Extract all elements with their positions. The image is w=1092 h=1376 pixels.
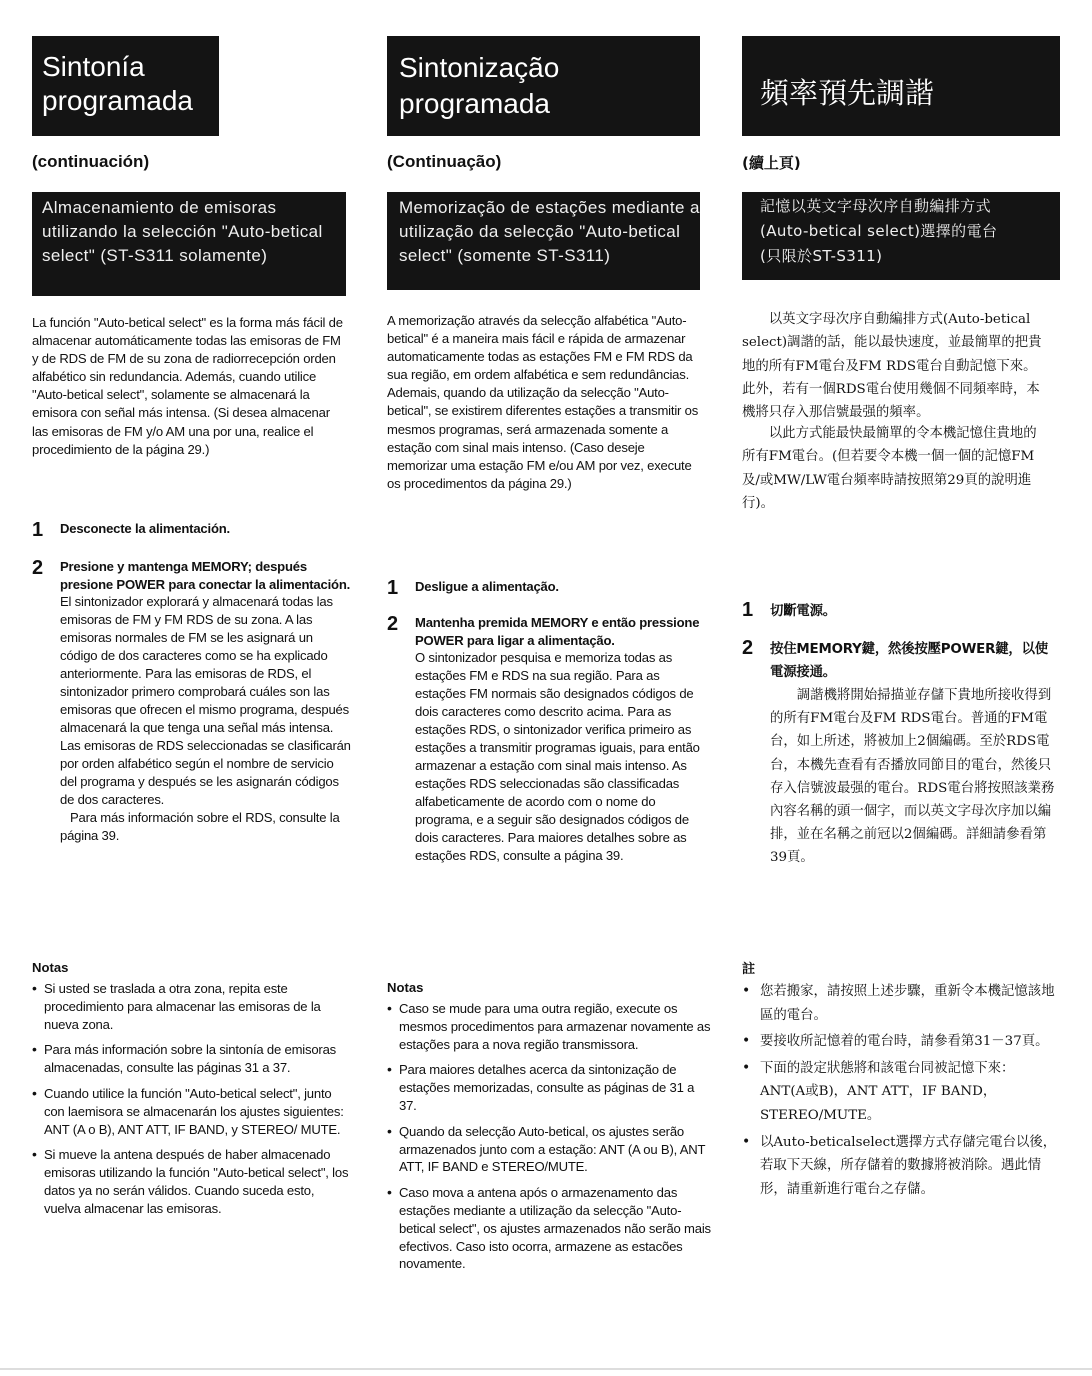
section-heading-pt: Memorização de estações mediante a utilização da selecção "Auto-betical select" (somente ST-S311) <box>387 192 700 290</box>
notes-heading-pt: Notas <box>387 980 424 995</box>
step-instruction: Presione y mantenga MEMORY; después presione POWER para conectar la alimentación. <box>60 559 351 592</box>
step-description: El sintonizador explorará y almacenará todas las emisoras de FM y FM RDS de su zona. A las emisoras normales de FM se les asignará un código de dos caracteres como se ha explicado anteriormente. Para las emisoras de RDS, el sintonizador primero comprobará cuáles son las emisoras que ofrecen el mismo programa, después almacenará la que tenga una señal más intensa. Las emisoras de RDS seleccionadas se clasificarán por orden alfabético según el nombre de servicio del programa y después se les asignarán códigos de dos caracteres. <box>60 594 351 808</box>
list-item: • Para más información sobre la sintonía de emisoras almacenadas, consulte las páginas 31 a 37. <box>32 1041 354 1077</box>
list-item: • Si mueve la antena después de haber almacenado emisoras utilizando la función "Auto-betical select", los datos ya no serán válidos. Cuando suceda esto, vuelva almacenar las emisoras. <box>32 1146 354 1217</box>
step-instruction: 切斷電源。 <box>770 604 836 619</box>
heading-line-3: (只限於ST-S311) <box>760 247 883 265</box>
step-number: 2 <box>387 613 399 635</box>
step-description: 調諧機將開始掃描並存儲下貴地所接收得到的所有FM電台及FM RDS電台。普通的FM電台，如上所述，將被加上2個編碼。至於RDS電台，本機先查看有否播放同節目的電台，然後只存入信號波最强的電台。RDS電台將按照該業務內容名稱的頭一個字，而以英文字母次序加以編排，並在名稱之前冠以2個編碼。詳細請參看第39頁。 <box>770 688 1055 866</box>
continuation-label-zh: (續上頁) <box>742 154 801 172</box>
step-description-rds: Para más información sobre el RDS, consulte la página 39. <box>60 810 340 844</box>
title-line-2: programada <box>42 85 193 116</box>
title-line-1: Sintonía <box>42 51 145 82</box>
notes-heading-zh: 註 <box>742 962 756 977</box>
list-item: • 要接收所記憶着的電台時，請參看第31－37頁。 <box>742 1030 1058 1054</box>
heading-line-2: (Auto-betical select)選擇的電台 <box>760 222 998 240</box>
step-number: 1 <box>32 519 44 541</box>
step-instruction: Desligue a alimentação. <box>415 579 559 594</box>
step-1-pt <box>387 578 712 598</box>
intro-paragraph-zh: 以英文字母次序自動編排方式(Auto-betical select)調諧的話，能以最快速度，並最簡單的把貴地的所有FM電台及FM RDS電台自動記憶下來。此外，若有一個RDS電台使用幾個不同頻率時，本機將只存入那信號最强的頻率。 <box>742 312 1042 421</box>
continuation-label-es: (continuación) <box>32 152 150 171</box>
notes-list-pt <box>387 1000 715 1281</box>
notes-heading-es: Notas <box>32 960 69 975</box>
heading-line-1: 記憶以英文字母次序自動編排方式 <box>760 197 992 215</box>
step-instruction: 按住MEMORY鍵，然後按壓POWER鍵，以使電源接通。 <box>770 642 1048 680</box>
list-item: • Quando da selecção Auto-betical, os ajustes serão armazenados junto com a estação: ANT (A ou B), ANT ATT, IF BAND e STEREO/MUTE. <box>387 1123 715 1176</box>
list-item: • Cuando utilice la función "Auto-betical select", junto con laemisora se almacenarán los ajustes siguientes: ANT (A o B), ANT ATT, IF BAND, y STEREO/ MUTE. <box>32 1085 354 1138</box>
list-item: • 下面的設定狀態將和該電台同被記憶下來：ANT(A或B)，ANT ATT，IF BAND，STEREO/MUTE。 <box>742 1057 1058 1128</box>
intro-paragraph-es: La función "Auto-betical select" es la forma más fácil de almacenar automáticamente todas las emisoras de FM y de RDS de FM de su zona de radiorrecepción orden alfabético sin redundancia. Además, cuando utilice "Auto-betical select", solamente se almacenará la emisora con señal más intensa. (Si desea almacenar las emisoras de FM y/o AM una por una, realice el procedimiento de la página 29.) <box>32 315 343 457</box>
section-heading-zh <box>742 192 1060 280</box>
step-number: 1 <box>387 577 399 599</box>
list-item: • 以Auto-beticalselect選擇方式存儲完電台以後，若取下天線，所存儲着的數據將被消除。遇此情形，請重新進行電台之存儲。 <box>742 1131 1058 1202</box>
step-instruction: Mantenha premida MEMORY e então pressione POWER para ligar a alimentação. <box>415 615 700 648</box>
step-number: 2 <box>742 637 754 659</box>
page-title-zh: 頻率預先調諧 <box>742 36 1060 136</box>
intro-paragraph-pt: A memorização através da selecção alfabética "Auto-betical" é a maneira mais fácil e rápida de armazenar automaticamente todas as estações FM e FM RDS da sua região, em ordem alfabética e sem redundâncias. Ademais, quando da utilização da selecção "Auto-betical", se existirem diferentes estações a transmitir os mesmos programas, será armazenada somente a estação com sinal mais intenso. (Caso deseje memorizar uma estação FM e/ou AM por vez, execute os procedimentos da página 29.) <box>387 313 699 491</box>
step-instruction: Desconecte la alimentación. <box>60 521 230 536</box>
step-number: 2 <box>32 557 44 579</box>
step-2-zh <box>742 638 1060 870</box>
intro-paragraph-2-zh: 以此方式能最快最簡單的令本機記憶住貴地的所有FM電台。(但若要令本機一個一個的記憶FM及/或MW/LW電台頻率時請按照第29頁的說明進行)。 <box>742 426 1037 511</box>
section-heading-es: Almacenamiento de emisoras utilizando la selección "Auto-betical select" (ST-S311 solamente) <box>32 192 346 296</box>
step-2-pt <box>387 614 712 865</box>
list-item: • Si usted se traslada a otra zona, repita este procedimiento para almacenar las emisoras de la nueva zona. <box>32 980 354 1033</box>
page-title-es <box>32 36 219 136</box>
step-number: 1 <box>742 599 754 621</box>
bottom-rule <box>0 1368 1092 1370</box>
title-line-1: Sintonização <box>399 52 560 83</box>
list-item: • Caso mova a antena após o armazenamento das estações mediante a utilização da selecção "Auto-betical select", os ajustes armazenados não serão mais efectivos. Caso isto ocorra, armazene as estacões novamente. <box>387 1184 715 1273</box>
notes-list-zh <box>742 980 1058 1204</box>
step-1-zh <box>742 600 1060 623</box>
page-title-pt <box>387 36 700 136</box>
list-item: • Caso se mude para uma outra região, execute os mesmos procedimentos para armazenar novamente as estações para a nova região transmissora. <box>387 1000 715 1053</box>
step-description: O sintonizador pesquisa e memoriza todas as estações FM e RDS na sua região. Para as estações FM normais são designados códigos de dois caracteres como descrito acima. Para as estações RDS, o sintonizador verifica primeiro as estações a transmitir programas iguais, para então armazenar a estação com sinal mais intenso. As estações RDS seleccionadas são classificadas alfabeticamente de acordo com o nome do programa, e a seguir são designados códigos de dois caracteres. Para maiores detalhes sobre as estações RDS, consulte a página 39. <box>415 650 700 864</box>
step-2-es <box>32 558 352 845</box>
list-item: • Para maiores detalhes acerca da sintonização de estações memorizadas, consulte as páginas de 31 a 37. <box>387 1061 715 1114</box>
step-1-es <box>32 520 352 540</box>
notes-list-es <box>32 980 354 1226</box>
title-line-2: programada <box>399 88 550 119</box>
continuation-label-pt: (Continuação) <box>387 152 502 171</box>
list-item: • 您若搬家，請按照上述步驟，重新令本機記憶該地區的電台。 <box>742 980 1058 1027</box>
